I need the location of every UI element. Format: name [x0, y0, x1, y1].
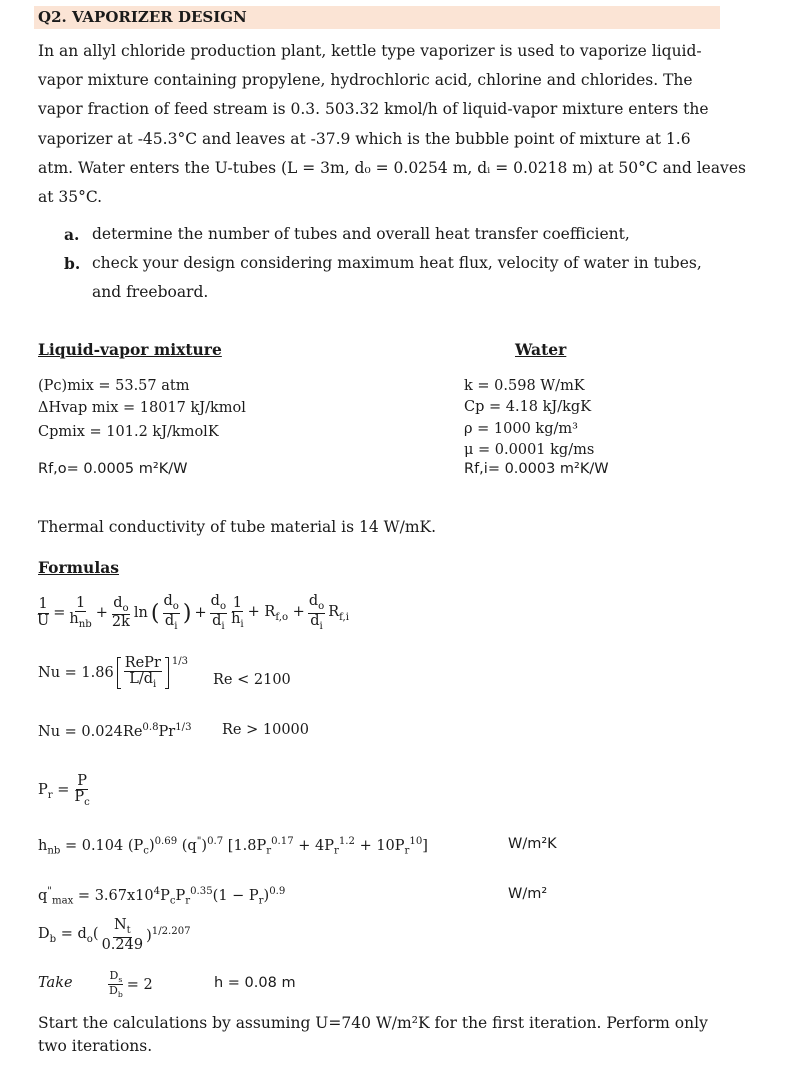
qmax-units: W/m² — [508, 886, 548, 902]
task-text: determine the number of tubes and overall heat transfer coefficient, — [92, 225, 630, 243]
task-label: b. — [64, 254, 81, 274]
problem-line: vapor fraction of feed stream is 0.3. 503.32 kmol/h of liquid-vapor mixture enters the — [38, 100, 709, 119]
tube-conductivity: Thermal conductivity of tube material is 14 W/mK. — [38, 518, 437, 536]
formula-overall-u: $\frac{1}{U}$ = $\frac{1}{h_{nb}}$ + $\frac{d_o}{2k}$ ln ( $\frac{d_o}{d_i}$ ) + $\frac{d_o}{d_i}$ $\frac{1}{h_i}$ + $R_{f,o}$ + $\frac{d_o}{d_i}$ $R_{f,i}$ — [37, 593, 349, 632]
water-mu: μ = 0.0001 kg/ms — [464, 442, 595, 458]
task-text: and freeboard. — [92, 283, 209, 302]
footer-line: two iterations. — [38, 1037, 153, 1055]
formulas-heading: Formulas — [38, 558, 119, 577]
water-rho: ρ = 1000 kg/m³ — [464, 421, 578, 437]
task-a — [64, 220, 724, 249]
task-list — [64, 220, 724, 308]
water-cp: Cp = 4.18 kJ/kgK — [464, 399, 592, 415]
task-b — [64, 249, 724, 307]
formula-qmax: $q^"_{max} = 3.67x10^4P_cP_r^{0.35}(1 - P_r)^{0.9}$ — [38, 886, 286, 907]
problem-line: atm. Water enters the U-tubes (L = 3m, d₀ = 0.0254 m, dᵢ = 0.0218 m) at 50°C and leaves — [38, 158, 746, 177]
mixture-rfo: Rf,o= 0.0005 m²K/W — [38, 461, 188, 477]
re-laminar: Re < 2100 — [213, 672, 291, 688]
hnb-units: W/m²K — [508, 836, 557, 852]
ds-db-value: = 2 — [126, 976, 153, 993]
problem-line: vapor mixture containing propylene, hydrochloric acid, chlorine and chlorides. The — [38, 71, 693, 90]
formula-nu-turbulent: $Nu = 0.024Re^{0.8}Pr^{1/3}$ — [38, 722, 192, 740]
problem-line: In an allyl chloride production plant, kettle type vaporizer is used to vaporize liquid- — [38, 42, 702, 60]
formula-hnb: $h_{nb} = 0.104$ $(P_c)^{0.69}$ $(q^")^{0.7}$ $[1.8P_r^{0.17} + 4P_r^{1.2} + 10P_r^{10}]$ — [38, 836, 428, 857]
h-value: h = 0.08 m — [214, 975, 296, 991]
formula-ds-db: $\frac{D_s}{D_b}$ = 2 — [109, 969, 153, 1000]
water-k: k = 0.598 W/mK — [464, 378, 585, 394]
mixture-pc: (Pᴄ)mix = 53.57 atm — [38, 378, 190, 394]
formula-bundle-diameter: $D_b = d_o$( $\frac{N_t}{0.249}$ )$^{1/2.207}$ — [38, 917, 191, 953]
formula-nu-laminar: Nu = 1.86 $\frac{\text{RePr}}{L/d_i}$ 1/3 — [38, 655, 188, 691]
problem-line: at 35°C. — [38, 187, 103, 206]
water-rfi: Rf,i= 0.0003 m²K/W — [464, 461, 609, 477]
mixture-heading: Liquid-vapor mixture — [38, 340, 222, 359]
problem-line: vaporizer at -45.3°C and leaves at -37.9 which is the bubble point of mixture at 1.6 — [38, 129, 691, 148]
question-title: Q2. VAPORIZER DESIGN — [38, 8, 247, 26]
task-text: check your design considering maximum heat flux, velocity of water in tubes, — [92, 254, 702, 273]
mixture-dhvap: ΔHvap mix = 18017 kJ/kmol — [38, 400, 246, 416]
take-label: Take — [38, 975, 73, 991]
water-heading: Water — [515, 340, 567, 359]
footer-note — [38, 1012, 738, 1058]
footer-line: Start the calculations by assuming U=740 W/m²K for the first iteration. Perform only — [38, 1014, 708, 1032]
task-label: a. — [64, 225, 80, 244]
re-turbulent: Re > 10000 — [222, 722, 309, 738]
formula-reduced-pressure: $P_r$ = $\frac{P}{P_c}$ — [38, 773, 90, 809]
problem-statement — [38, 37, 746, 212]
mixture-cp: Cpmix = 101.2 kJ/kmolK — [38, 424, 219, 440]
